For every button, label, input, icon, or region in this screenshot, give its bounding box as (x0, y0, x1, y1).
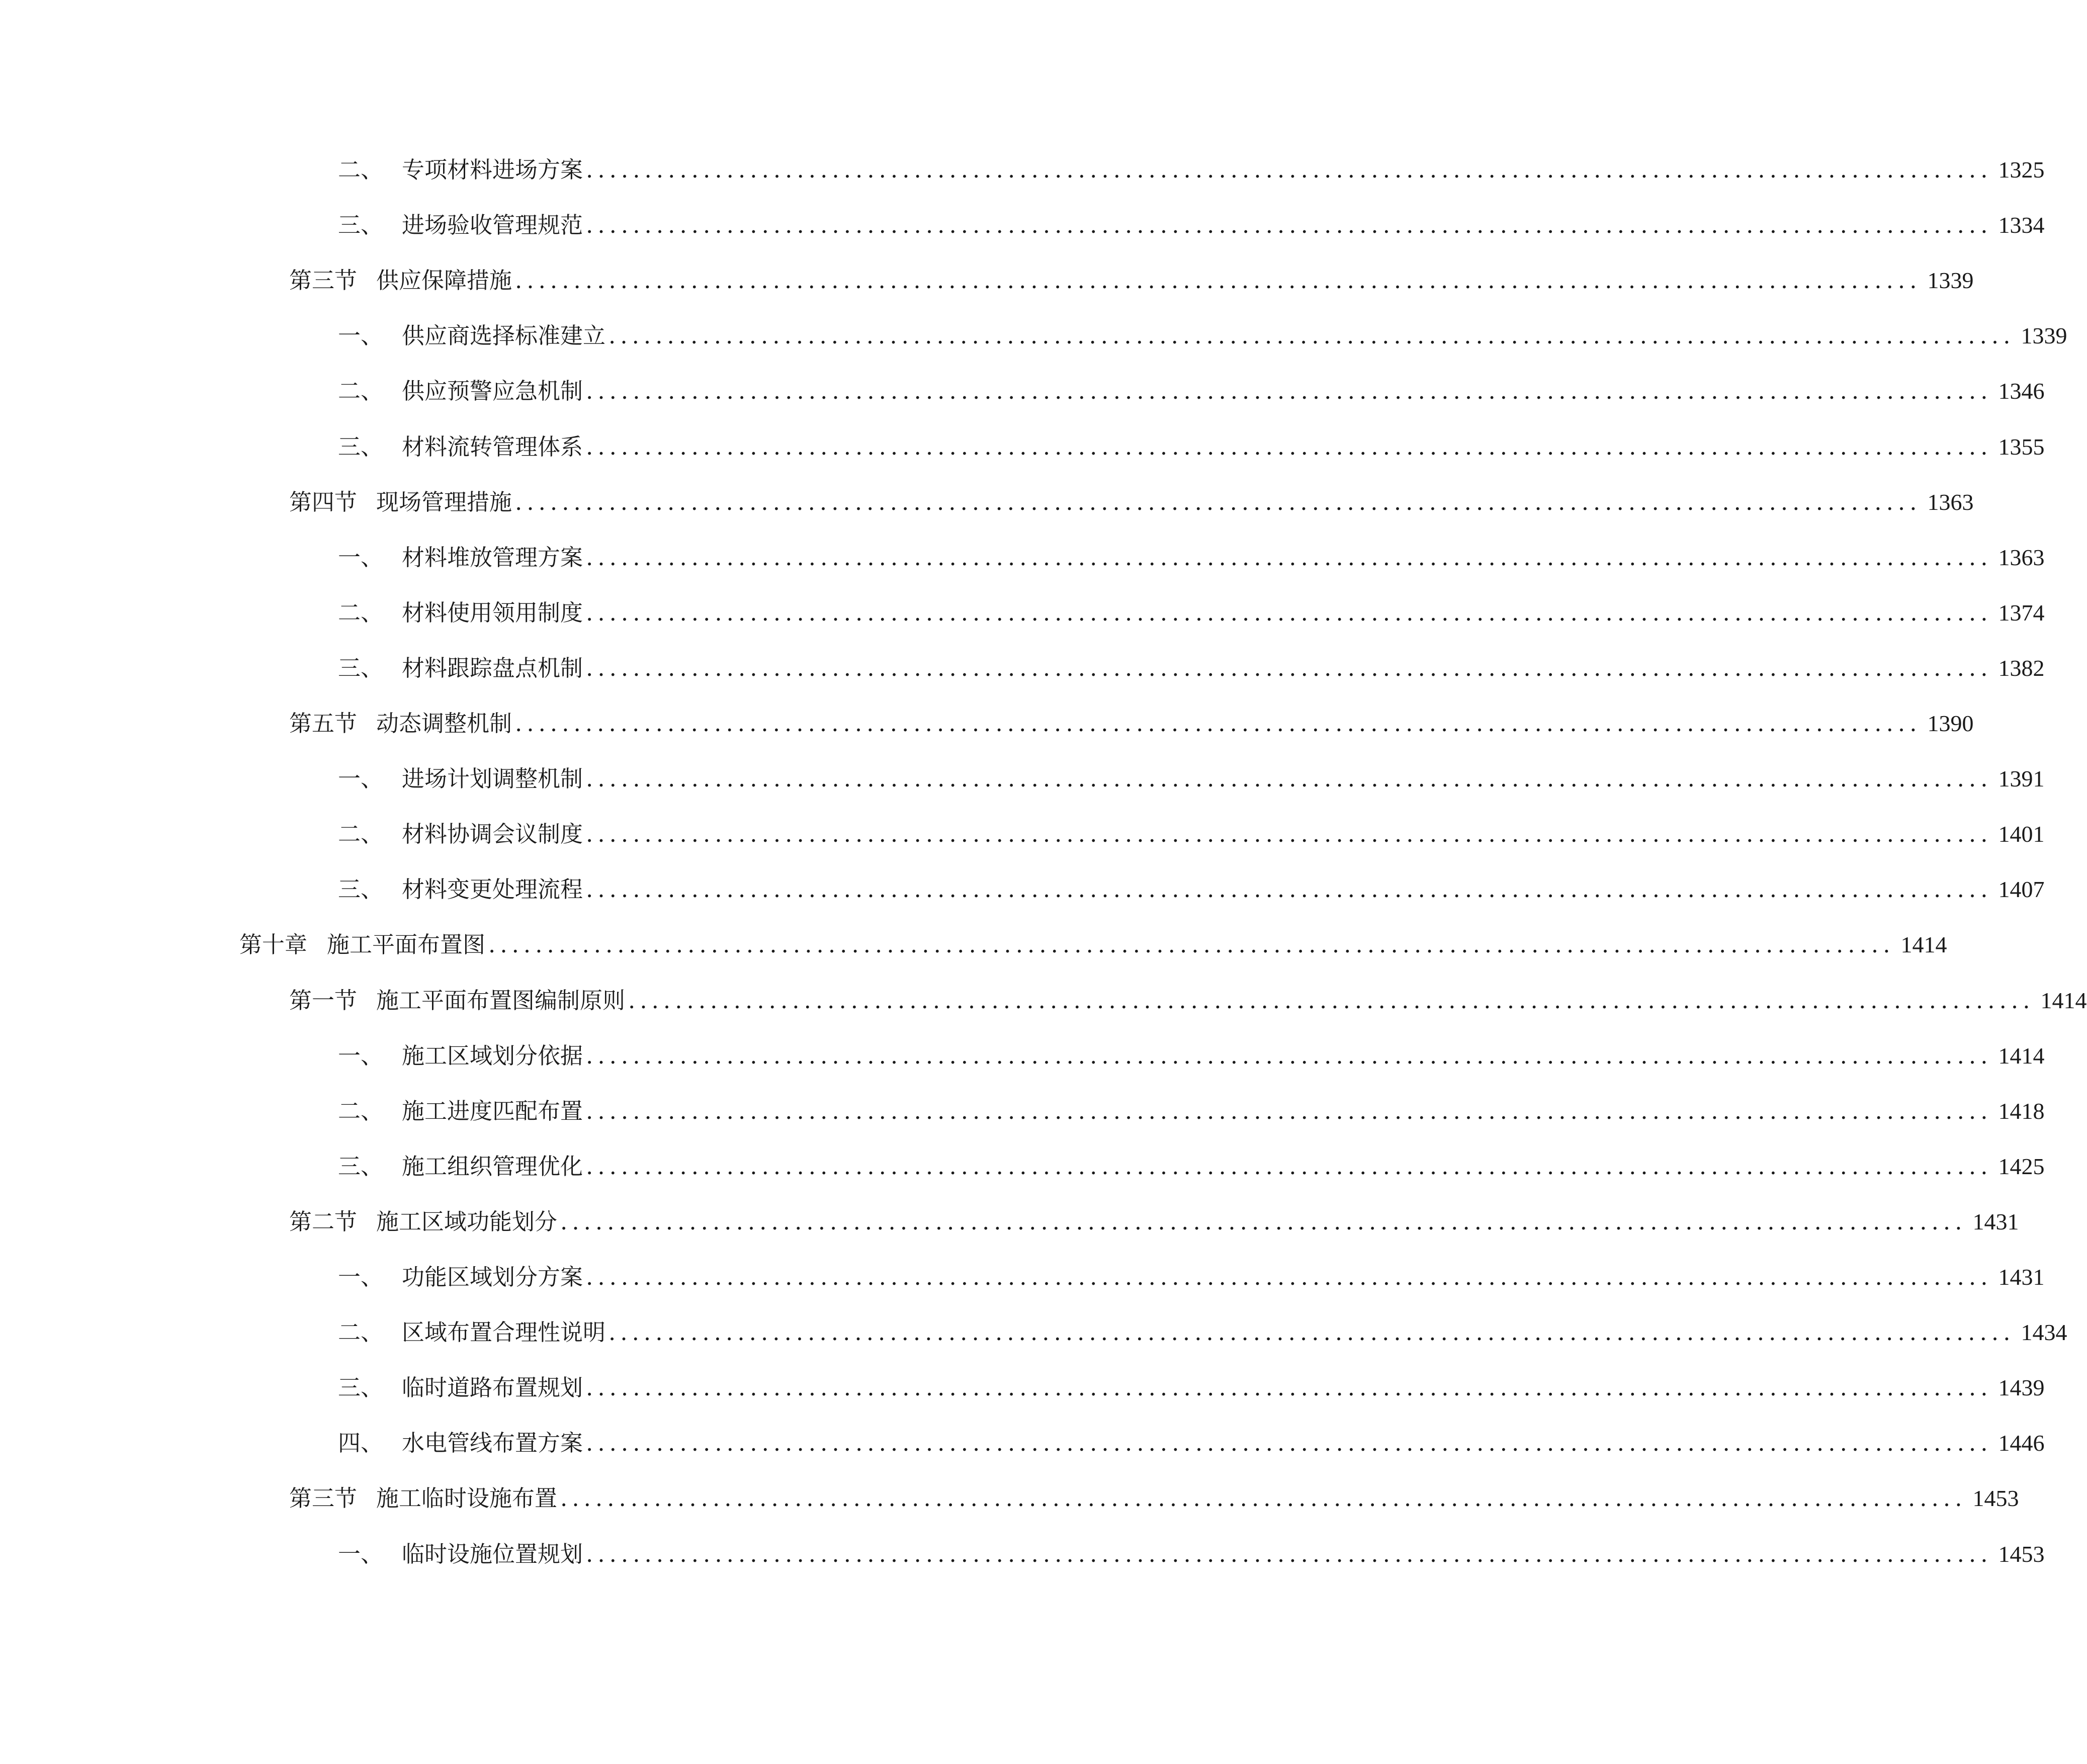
toc-entry-title: 材料变更处理流程 (402, 876, 583, 903)
toc-entry-title: 专项材料进场方案 (402, 156, 583, 183)
toc-entry-number: 三、 (338, 1153, 384, 1180)
toc-entry-number: 一、 (338, 1541, 384, 1567)
toc-entry[interactable] (338, 1534, 2045, 1574)
toc-entry-page-number: 1391 (1998, 766, 2045, 791)
toc-entry[interactable] (338, 1257, 2045, 1297)
toc-entry-number: 二、 (338, 821, 384, 847)
toc-entry-title: 进场计划调整机制 (402, 765, 583, 792)
toc-entry-number: 一、 (338, 322, 384, 349)
dot-leader: ........................................................................................................................ (515, 489, 1922, 515)
toc-entry[interactable] (338, 1091, 2045, 1131)
dot-leader: ........................................................................................................................ (586, 156, 1992, 183)
toc-entry-page-number: 1401 (1998, 821, 2045, 847)
toc-entry-title: 施工临时设施布置 (376, 1485, 558, 1512)
dot-leader: ........................................................................................................................ (586, 1098, 1992, 1124)
toc-entry-page-number: 1431 (1998, 1264, 2045, 1290)
toc-entry-page-number: 1434 (2021, 1319, 2067, 1345)
toc-entry-title: 区域布置合理性说明 (402, 1319, 606, 1346)
toc-entry-title: 施工平面布置图编制原则 (376, 987, 626, 1014)
toc-entry[interactable] (338, 205, 2045, 245)
toc-entry-page-number: 1414 (2040, 988, 2087, 1013)
toc-entry-number: 三、 (338, 433, 384, 460)
toc-entry[interactable] (338, 1146, 2045, 1187)
toc-entry[interactable] (338, 316, 2067, 356)
dot-leader: ........................................................................................................................ (586, 212, 1992, 238)
toc-entry-page-number: 1390 (1927, 711, 1974, 736)
toc-entry-number: 一、 (338, 1042, 384, 1069)
dot-leader: ........................................................................................................................ (586, 876, 1992, 903)
toc-entry-page-number: 1355 (1998, 434, 2045, 460)
toc-entry[interactable] (338, 371, 2045, 411)
toc-entry-title: 临时设施位置规划 (402, 1541, 583, 1567)
toc-entry-page-number: 1414 (1900, 932, 1947, 957)
dot-leader: ........................................................................................................................ (515, 710, 1922, 737)
toc-entry-number: 四、 (338, 1430, 384, 1456)
dot-leader: ........................................................................................................................ (586, 1430, 1992, 1456)
toc-entry-title: 材料协调会议制度 (402, 821, 583, 847)
toc-entry[interactable] (338, 1036, 2045, 1076)
dot-leader: ........................................................................................................................ (586, 544, 1992, 571)
toc-entry-page-number: 1439 (1998, 1375, 2045, 1400)
toc-entry-number: 第四节 (289, 489, 358, 515)
toc-entry-number: 第五节 (289, 710, 358, 737)
toc-entry-page-number: 1382 (1998, 655, 2045, 681)
toc-entry-number: 三、 (338, 212, 384, 238)
toc-entry-page-number: 1453 (1972, 1485, 2019, 1511)
toc-entry-page-number: 1407 (1998, 876, 2045, 902)
toc-entry-number: 三、 (338, 655, 384, 681)
dot-leader: ........................................................................................................................ (586, 1374, 1992, 1401)
toc-entry-title: 进场验收管理规范 (402, 212, 583, 238)
toc-entry[interactable] (338, 150, 2045, 190)
toc-entry[interactable] (338, 1312, 2067, 1353)
toc-entry-title: 施工进度匹配布置 (402, 1098, 583, 1124)
toc-entry-title: 施工区域划分依据 (402, 1042, 583, 1069)
toc-entry-title: 材料跟踪盘点机制 (402, 655, 583, 681)
toc-entry[interactable] (289, 1478, 2019, 1519)
dot-leader: ........................................................................................................................ (608, 1319, 2015, 1346)
toc-entry-number: 二、 (338, 1098, 384, 1124)
dot-leader: ........................................................................................................................ (608, 322, 2015, 349)
dot-leader: ........................................................................................................................ (586, 765, 1992, 792)
toc-entry-page-number: 1425 (1998, 1154, 2045, 1179)
toc-entry-number: 一、 (338, 544, 384, 571)
toc-entry-title: 材料堆放管理方案 (402, 544, 583, 571)
toc-entry-page-number: 1414 (1998, 1043, 2045, 1069)
dot-leader: ........................................................................................................................ (586, 1541, 1992, 1567)
dot-leader: ........................................................................................................................ (586, 1042, 1992, 1069)
toc-entry-title: 供应商选择标准建立 (402, 322, 606, 349)
toc-entry-page-number: 1325 (1998, 157, 2045, 183)
toc-entry[interactable] (338, 759, 2045, 799)
toc-entry-title: 材料使用领用制度 (402, 599, 583, 626)
toc-entry[interactable] (338, 1423, 2045, 1463)
toc-entry-title: 供应预警应急机制 (402, 378, 583, 404)
toc-entry-number: 二、 (338, 599, 384, 626)
dot-leader: ........................................................................................................................ (586, 1264, 1992, 1290)
toc-entry[interactable] (338, 1368, 2045, 1408)
toc-entry-number: 第十章 (239, 931, 308, 958)
toc-entry-page-number: 1431 (1972, 1209, 2019, 1234)
dot-leader: ........................................................................................................................ (560, 1208, 1967, 1235)
toc-entry-page-number: 1339 (2021, 323, 2067, 348)
toc-entry-page-number: 1363 (1927, 489, 1974, 515)
toc-entry-title: 施工组织管理优化 (402, 1153, 583, 1180)
toc-entry-page-number: 1418 (1998, 1098, 2045, 1124)
dot-leader: ........................................................................................................................ (488, 931, 1895, 958)
toc-entry-number: 第一节 (289, 987, 358, 1014)
toc-entry-page-number: 1374 (1998, 600, 2045, 626)
dot-leader: ........................................................................................................................ (586, 1153, 1992, 1180)
dot-leader: ........................................................................................................................ (586, 821, 1992, 847)
toc-entry[interactable] (338, 869, 2045, 910)
toc-entry[interactable] (239, 925, 1947, 965)
toc-entry-number: 一、 (338, 1264, 384, 1290)
dot-leader: ........................................................................................................................ (586, 378, 1992, 404)
toc-entry-number: 二、 (338, 378, 384, 404)
toc-entry[interactable] (338, 648, 2045, 688)
toc-entry[interactable] (338, 427, 2045, 467)
toc-entry-number: 第二节 (289, 1208, 358, 1235)
toc-entry-number: 一、 (338, 765, 384, 792)
toc-entry[interactable] (338, 814, 2045, 854)
toc-entry-title: 水电管线布置方案 (402, 1430, 583, 1456)
toc-entry-number: 三、 (338, 1374, 384, 1401)
toc-entry-page-number: 1363 (1998, 545, 2045, 570)
toc-entry[interactable] (338, 593, 2045, 633)
toc-entry-number: 二、 (338, 156, 384, 183)
toc-entry[interactable] (289, 260, 1974, 301)
dot-leader: ........................................................................................................................ (586, 433, 1992, 460)
toc-entry-page-number: 1446 (1998, 1430, 2045, 1456)
dot-leader: ........................................................................................................................ (628, 987, 2035, 1014)
toc-entry-number: 第三节 (289, 1485, 358, 1512)
toc-entry[interactable] (289, 482, 1974, 522)
toc-entry-title: 动态调整机制 (376, 710, 512, 737)
toc-entry-page-number: 1334 (1998, 212, 2045, 238)
toc-entry-page-number: 1346 (1998, 378, 2045, 404)
toc-entry-number: 二、 (338, 1319, 384, 1346)
dot-leader: ........................................................................................................................ (586, 655, 1992, 681)
toc-entry-title: 施工区域功能划分 (376, 1208, 558, 1235)
toc-entry-number: 三、 (338, 876, 384, 903)
toc-entry[interactable] (289, 703, 1974, 744)
toc-entry-title: 功能区域划分方案 (402, 1264, 583, 1290)
toc-entry[interactable] (338, 538, 2045, 578)
dot-leader: ........................................................................................................................ (560, 1485, 1967, 1512)
toc-entry[interactable] (289, 1202, 2019, 1242)
toc-entry-title: 现场管理措施 (376, 489, 512, 515)
toc-entry[interactable] (289, 981, 2087, 1021)
toc-entry-number: 第三节 (289, 267, 358, 294)
dot-leader: ........................................................................................................................ (515, 267, 1922, 294)
toc-entry-page-number: 1339 (1927, 268, 1974, 293)
dot-leader: ........................................................................................................................ (586, 599, 1992, 626)
toc-entry-title: 材料流转管理体系 (402, 433, 583, 460)
toc-entry-title: 施工平面布置图 (327, 931, 486, 958)
toc-entry-title: 供应保障措施 (376, 267, 512, 294)
toc-entry-page-number: 1453 (1998, 1541, 2045, 1567)
toc-entry-title: 临时道路布置规划 (402, 1374, 583, 1401)
